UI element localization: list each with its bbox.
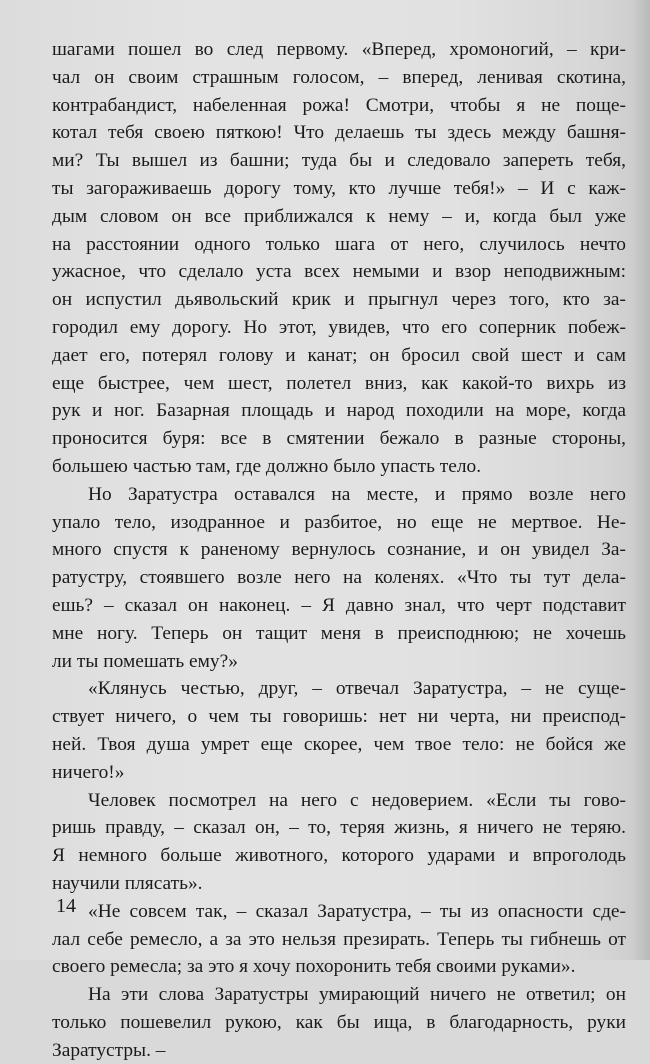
text-line: котал тебя своею пяткою! Что делаешь ты здесь между башня- <box>52 122 626 144</box>
paragraph <box>52 898 626 981</box>
text-line: «Клянусь честью, друг, – отвечал Заратустра, – не суще- <box>88 678 626 700</box>
text-line: лал себе ремесло, а за это нельзя презирать. Теперь ты гибнешь от <box>52 928 626 950</box>
text-line: проносится буря: все в смятении бежало в разные стороны, <box>52 428 626 450</box>
paragraph <box>52 481 626 676</box>
text-line: дым словом он все приближался к нему – и, когда был уже <box>52 205 626 227</box>
text-line: только пошевелил рукою, как бы ища, в благодарность, руки <box>52 1011 626 1033</box>
text-line: ешь? – сказал он наконец. – Я давно знал, что черт подставит <box>52 594 626 616</box>
text-line: Я немного больше животного, которого ударами и впроголодь <box>52 845 626 867</box>
text-line: своего ремесла; за это я хочу похоронить тебя своими руками». <box>52 956 576 978</box>
text-line: ришь правду, – сказал он, – то, теряя жизнь, я ничего не теряю. <box>52 817 626 839</box>
text-line: На эти слова Заратустры умирающий ничего не ответил; он <box>88 984 626 1006</box>
text-line: ратустру, стоявшего возле него на коленях. «Что ты тут дела- <box>52 567 626 589</box>
text-line: ужасное, что сделало уста всех немыми и взор неподвижным: <box>52 261 626 283</box>
paragraph <box>52 675 626 786</box>
text-line: мне ногу. Теперь он тащит меня в преисподнюю; не хочешь <box>52 622 626 644</box>
text-line: еще быстрее, чем шест, полетел вниз, как какой-то вихрь из <box>52 372 626 394</box>
text-line: чал он своим страшным голосом, – вперед, ленивая скотина, <box>52 66 626 88</box>
text-line: на расстоянии одного только шага от него, случилось нечто <box>52 233 626 255</box>
text-line: ли ты помешать ему?» <box>52 650 238 672</box>
text-line: большею частью там, где должно было упасть тело. <box>52 455 482 477</box>
text-line: Заратустры. – <box>52 1039 166 1061</box>
text-line: ты загораживаешь дорогу тому, кто лучше тебя!» – И с каж- <box>52 177 626 199</box>
text-line: ствует ничего, о чем ты говоришь: нет ни черта, ни преиспод- <box>52 706 626 728</box>
text-line: Но Заратустра оставался на месте, и прямо возле него <box>88 483 626 505</box>
text-line: Человек посмотрел на него с недоверием. «Если ты гово- <box>88 789 626 811</box>
text-line: рук и ног. Базарная площадь и народ походили на море, когда <box>52 400 626 422</box>
text-line: ней. Твоя душа умрет еще скорее, чем твое тело: не бойся же <box>52 733 626 755</box>
paragraph <box>52 36 626 481</box>
page-number: 14 <box>56 895 76 917</box>
text-line: упало тело, изодранное и разбитое, но еще не мертвое. Не- <box>52 511 626 533</box>
text-line: городил ему дорогу. Но этот, увидев, что его соперник побеж- <box>52 316 626 338</box>
text-line: ми? Ты вышел из башни; туда бы и следовало запереть тебя, <box>52 150 626 172</box>
body-text <box>52 36 626 1064</box>
page-edge-shadow <box>632 0 650 960</box>
text-line: дает его, потерял голову и канат; он бросил свой шест и сам <box>52 344 626 366</box>
text-line: ничего!» <box>52 761 125 783</box>
text-line: контрабандист, набеленная рожа! Смотри, чтобы я не поще- <box>52 94 626 116</box>
text-line: много спустя к раненому вернулось сознание, и он увидел За- <box>52 539 626 561</box>
text-line: «Не совсем так, – сказал Заратустра, – ты из опасности сде- <box>88 900 626 922</box>
text-line: научили плясать». <box>52 872 203 894</box>
text-line: шагами пошел во след первому. «Вперед, хромоногий, – кри- <box>52 39 626 60</box>
paragraph <box>52 981 626 1064</box>
paragraph <box>52 787 626 898</box>
text-line: он испустил дьявольский крик и прыгнул через того, кто за- <box>52 289 626 311</box>
